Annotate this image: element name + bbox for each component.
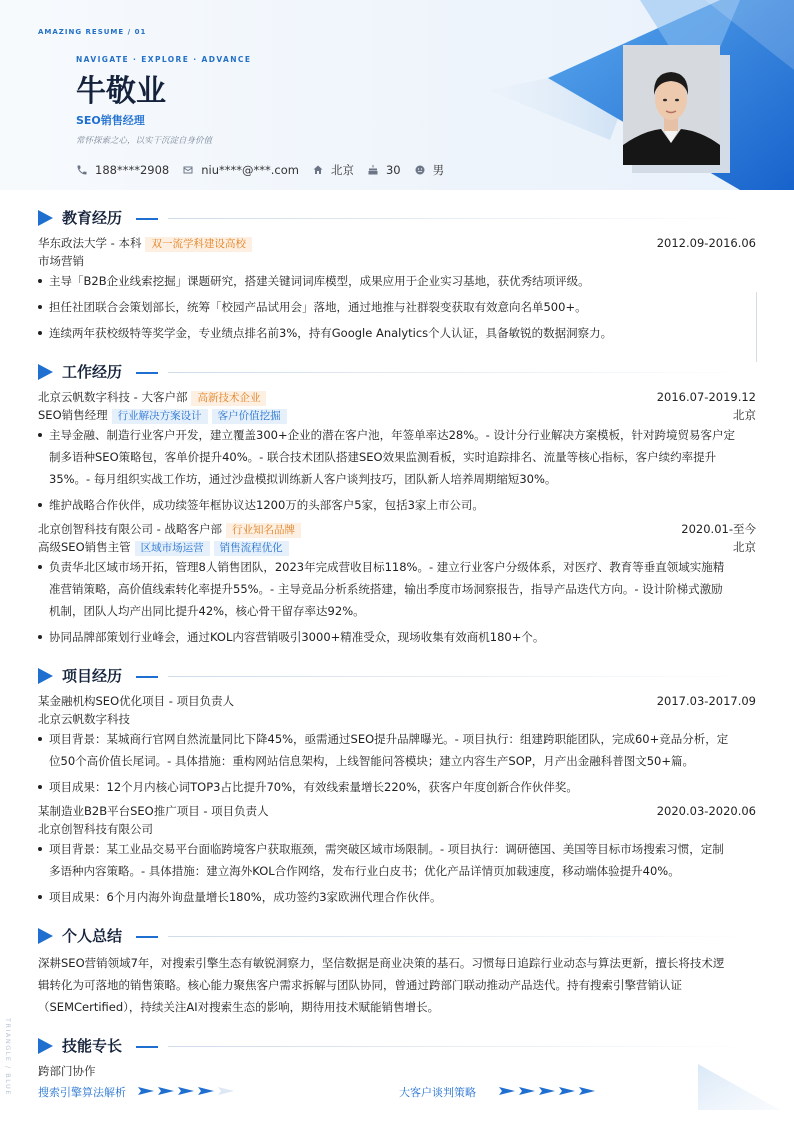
school-tag: 双一流学科建设高校 [145,237,252,252]
accent-line [136,1046,158,1048]
mail-icon [182,164,194,176]
education-bullet: 连续两年获校级特等奖学金，专业绩点排名前3%，持有Google Analytics个人认证，具备敏锐的数据洞察力。 [38,322,756,344]
home-icon [312,164,324,176]
bullet-line: 制多语种SEO策略包，客单价提升40%。- 联合技术团队搭建SEO效果监测看板，实时追踪排名、流量等核心指标，客户续约率提升 [49,450,717,464]
bullet-line: 位50个高价值长尾词。- 具体措施：重构网站信息架构，上线智能问答模块；建立内容生产SOP，月产出金融科普图文50+篇。 [49,754,694,768]
summary-text [38,952,756,1018]
divider-line [168,218,758,219]
level-arrow-filled [579,1087,595,1095]
work-company-row [38,521,756,538]
accent-line [136,372,158,374]
education-school-row [38,235,756,252]
bottom-triangle-decoration [690,1060,794,1123]
project-title-row [38,803,756,819]
contact-email [182,163,299,177]
level-arrow-filled [178,1087,194,1095]
side-vertical-text: TRIANGLE / BLUE [4,1018,12,1096]
bullet-line: 多语种内容策略。- 具体措施：建立海外KOL合作网络，发布行业白皮书；优化产品详情页加载速度，移动端体验提升40%。 [49,864,680,878]
project-title: 某制造业B2B平台SEO推广项目 - 项目负责人 [38,804,269,818]
gender-icon [414,164,426,176]
company-tag: 行业知名品牌 [226,523,301,538]
bullet-line: 项目成果：6个月内海外询盘量增长180%，成功签约3家欧洲代理合作伙伴。 [49,890,442,904]
project-bullet [38,728,756,772]
skill-tag: 客户价值挖掘 [212,409,287,424]
accent-line [136,936,158,938]
education-bullet: 主导「B2B企业线索挖掘」课题研究，搭建关键词词库模型，成果应用于企业实习基地，获优秀结项评级。 [38,270,756,292]
project-bullet [38,886,756,908]
contact-city [312,162,354,178]
work-bullet [38,626,756,648]
section-header-skills [38,1036,758,1056]
side-divider [756,292,757,362]
section-title: 教育经历 [62,209,123,227]
skill-tag: 销售流程优化 [214,541,289,556]
project-date: 2017.03-2017.09 [656,694,756,708]
summary-line: 深耕SEO营销领域7年，对搜索引擎生态有敏锐洞察力，坚信数据是商业决策的基石。习惯每日追踪行业动态与算法更新，擅长将技术逻 [38,956,725,970]
project-bullet [38,776,756,798]
skills-header-item: 跨部门协作 [38,1064,96,1078]
work-bullet [38,494,756,516]
contact-phone [76,163,169,177]
phone-icon [76,164,88,176]
email-value: niu****@***.com [201,163,299,177]
city-value: 北京 [330,163,354,177]
bullet-line: 机制，团队人均产出同比提升42%，核心骨干留存率达92%。 [49,604,365,618]
project-org: 北京创智科技有限公司 [38,822,153,836]
education-bullet: 担任社团联合会策划部长，统筹「校园产品试用会」落地，通过地推与社群裂变获取有效意向名单500+。 [38,296,756,318]
triangle-icon [38,668,53,684]
triangle-icon [38,1038,53,1054]
level-arrow-filled [519,1087,535,1095]
company-tag: 高新技术企业 [191,391,266,406]
position-title: SEO销售经理 [38,408,108,422]
level-arrow-filled [499,1087,515,1095]
tagline-top: AMAZING RESUME / 01 [38,28,147,36]
education-major: 市场营销 [38,254,84,268]
accent-line [136,218,158,220]
triangle-icon [38,210,53,226]
bullet-line: 维护战略合作伙伴，成功续签年框协议达1200万的头部客户5家，包括3家上市公司。 [49,498,484,512]
section-header-projects [38,666,758,686]
divider-line [168,936,758,937]
level-arrow-filled [158,1087,174,1095]
bullet-line: 35%。- 每月组织实战工作坊，通过沙盘模拟训练新人客户谈判技巧，团队新人培养周期缩短30%。 [49,472,557,486]
project-bullet [38,838,756,882]
contact-bar [76,162,457,178]
work-company-row [38,389,756,406]
bullet-line: 项目背景：某城商行官网自然流量同比下降45%，亟需通过SEO提升品牌曝光。- 项目执行：组建跨职能团队，完成60+竞品分析，定 [49,732,729,746]
work-bullet [38,556,756,622]
work-location: 北京 [733,540,756,554]
summary-line: 辑转化为可落地的销售策略。核心能力聚焦客户需求拆解与团队协同，曾通过跨部门联动推动产品迭代。持有搜索引擎营销认证 [38,978,682,992]
level-arrow-filled [198,1087,214,1095]
gender-value: 男 [432,163,445,177]
cake-icon [367,164,379,176]
section-title: 技能专长 [62,1037,123,1055]
section-title: 项目经历 [62,667,123,685]
project-title-row [38,693,756,709]
section-header-work [38,362,758,382]
work-date: 2020.01-至今 [681,522,756,536]
work-date: 2016.07-2019.12 [656,390,756,404]
skill-name: 搜索引擎算法解析 [38,1086,126,1099]
tagline-nav: NAVIGATE · EXPLORE · ADVANCE [76,55,252,64]
section-header-education [38,208,758,228]
profile-photo [623,45,720,165]
project-title: 某金融机构SEO优化项目 - 项目负责人 [38,694,235,708]
skill-name: 大客户谈判策略 [399,1086,476,1099]
triangle-icon [38,928,53,944]
company-name: 北京创智科技有限公司 - 战略客户部 [38,522,222,536]
level-arrow-filled [138,1087,154,1095]
work-position-row [38,539,756,556]
level-arrow-filled [559,1087,575,1095]
level-arrow-filled [539,1087,555,1095]
bullet-line: 负责华北区域市场开拓，管理8人销售团队，2023年完成营收目标118%。- 建立行业客户分级体系，对医疗、教育等垂直领域实施精 [49,560,725,574]
triangle-icon [38,364,53,380]
section-title: 工作经历 [62,363,123,381]
skill-tag: 区域市场运营 [135,541,210,556]
work-bullet [38,424,756,490]
divider-line [168,1046,758,1047]
age-value: 30 [385,163,401,177]
phone-value: 188****2908 [95,163,170,177]
position-title: 高级SEO销售主管 [38,540,131,554]
project-date: 2020.03-2020.06 [656,804,756,818]
bullet-line: 项目成果：12个月内核心词TOP3占比提升70%，有效线索量增长220%，获客户年度创新合作伙伴奖。 [49,780,578,794]
company-name: 北京云帆数字科技 - 大客户部 [38,390,188,404]
bullet-line: 项目背景：某工业品交易平台面临跨境客户获取瓶颈，需突破区域市场限制。- 项目执行：调研德国、美国等目标市场搜索习惯，定制 [49,842,724,856]
summary-line: （SEMCertified），持续关注AI对搜索生态的影响，期待用技术赋能销售增长。 [38,1000,440,1014]
work-location: 北京 [733,408,756,422]
contact-gender [414,162,445,178]
candidate-name: 牛敬业 [76,74,166,109]
divider-line [168,372,758,373]
bullet-line: 主导金融、制造行业客户开发，建立覆盖300+企业的潜在客户池，年签单率达28%。- 设计分行业解决方案模板，针对跨境贸易客户定 [49,428,735,442]
skill-tag: 行业解决方案设计 [112,409,208,424]
education-date: 2012.09-2016.06 [656,236,756,250]
work-position-row [38,407,756,424]
divider-line [168,676,758,677]
motto: 常怀探索之心，以实干沉淀自身价值 [76,136,213,146]
accent-line [136,676,158,678]
school-name: 华东政法大学 - 本科 [38,236,142,250]
target-role: SEO销售经理 [76,114,145,127]
bullet-line: 准营销策略，高价值线索转化率提升55%。- 主导竞品分析系统搭建，输出季度市场洞察报告，指导产品迭代方向。- 设计阶梯式激励 [49,582,723,596]
section-title: 个人总结 [62,927,123,945]
section-header-summary [38,926,758,946]
project-org: 北京云帆数字科技 [38,712,130,726]
bullet-line: 协同品牌部策划行业峰会，通过KOL内容营销吸引3000+精准受众，现场收集有效商机180+个。 [49,630,545,644]
contact-age [367,163,401,177]
level-arrow-empty [218,1087,234,1095]
